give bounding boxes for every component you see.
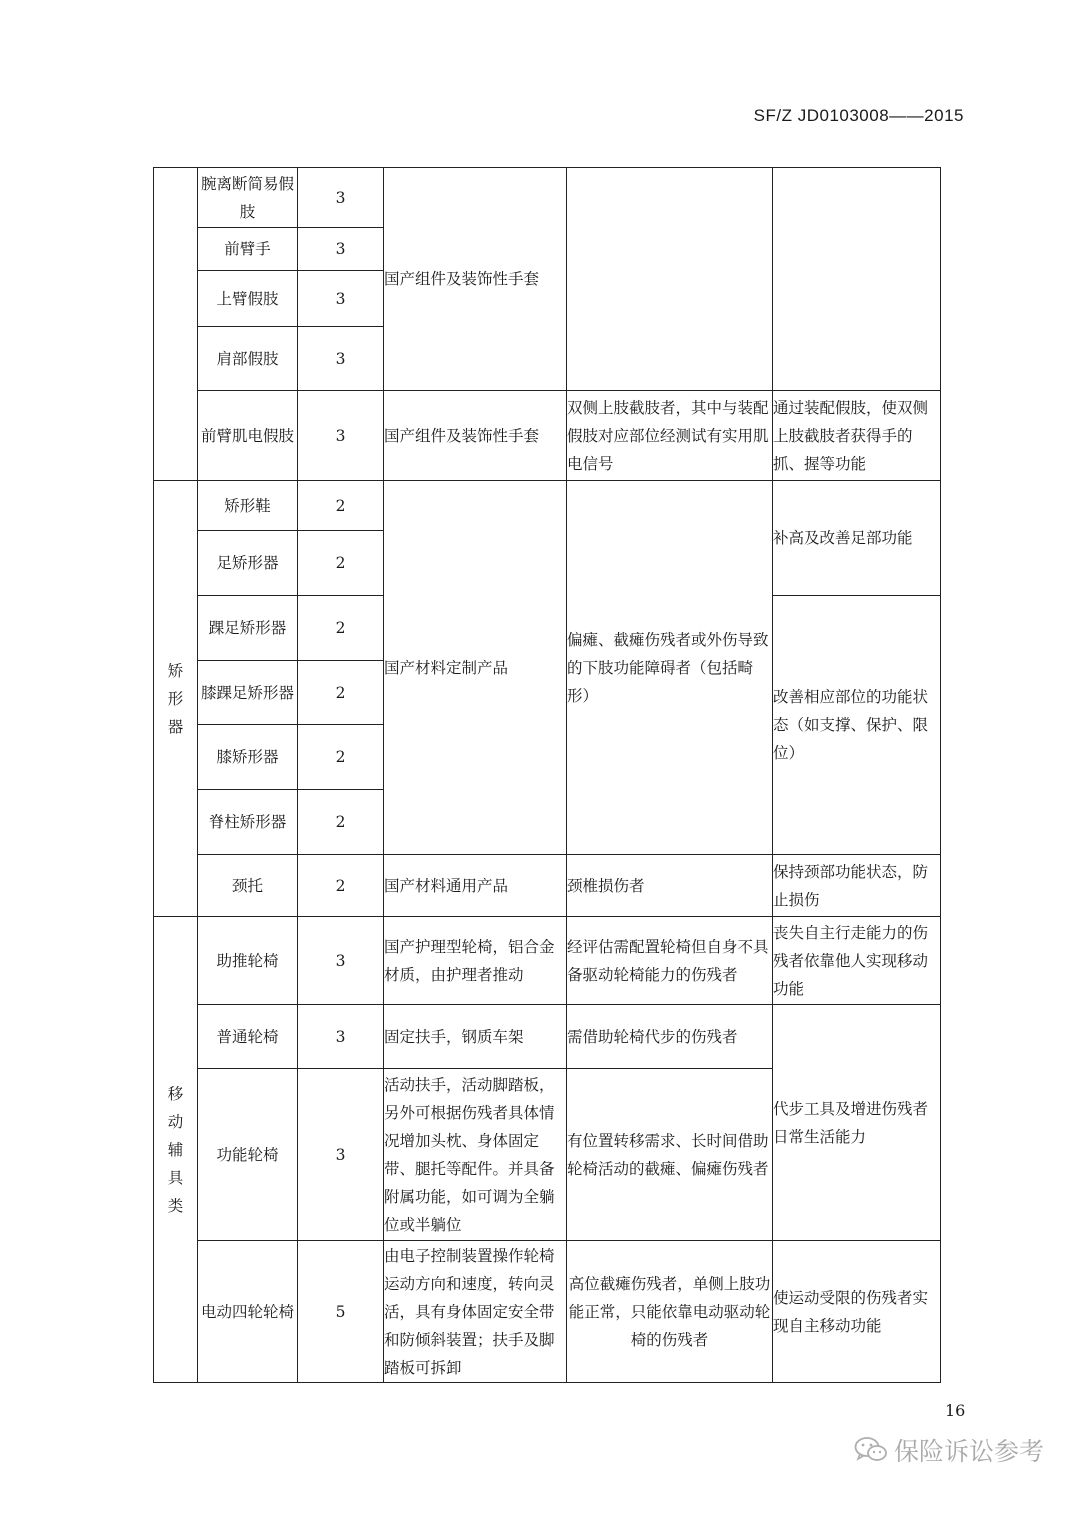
table-row [154, 855, 941, 917]
item-years: 2 [298, 790, 384, 855]
item-name: 膝踝足矫形器 [198, 661, 298, 725]
category-label: 矫形器 [167, 661, 184, 736]
item-name: 腕离断简易假肢 [198, 168, 298, 228]
page-number: 16 [945, 1401, 966, 1420]
item-years: 3 [298, 228, 384, 271]
item-name: 膝矫形器 [198, 725, 298, 790]
item-name: 脊柱矫形器 [198, 790, 298, 855]
item-years: 2 [298, 855, 384, 917]
item-spec: 国产组件及装饰性手套 [384, 168, 567, 391]
item-name: 功能轮椅 [198, 1069, 298, 1241]
item-function: 代步工具及增进伤残者日常生活能力 [773, 1005, 941, 1241]
item-function: 使运动受限的伤残者实现自主移动功能 [773, 1241, 941, 1383]
category-cell-mobility [154, 917, 198, 1383]
item-years: 5 [298, 1241, 384, 1383]
table-row [154, 391, 941, 481]
item-name: 颈托 [198, 855, 298, 917]
item-years: 3 [298, 168, 384, 228]
item-spec: 国产护理型轮椅，铝合金材质，由护理者推动 [384, 917, 567, 1005]
item-years: 3 [298, 1005, 384, 1069]
item-name: 前臂手 [198, 228, 298, 271]
item-name: 前臂肌电假肢 [198, 391, 298, 481]
item-function: 通过装配假肢，使双侧上肢截肢者获得手的抓、握等功能 [773, 391, 941, 481]
category-cell-prosthesis [154, 168, 198, 481]
item-spec: 固定扶手，钢质车架 [384, 1005, 567, 1069]
item-years: 3 [298, 1069, 384, 1241]
item-target: 需借助轮椅代步的伤残者 [567, 1005, 773, 1069]
category-cell-orthosis [154, 481, 198, 917]
table-row [154, 1241, 941, 1383]
item-target: 颈椎损伤者 [567, 855, 773, 917]
category-label: 移动辅具类 [167, 1084, 184, 1215]
table-row [154, 481, 941, 531]
item-function: 保持颈部功能状态，防止损伤 [773, 855, 941, 917]
standard-code: SF/Z JD0103008——2015 [753, 106, 964, 125]
item-target: 有位置转移需求、长时间借助轮椅活动的截瘫、偏瘫伤残者 [567, 1069, 773, 1241]
item-name: 上臂假肢 [198, 271, 298, 327]
item-target: 高位截瘫伤残者，单侧上肢功能正常，只能依靠电动驱动轮椅的伤残者 [567, 1241, 773, 1383]
item-function: 改善相应部位的功能状态（如支撑、保护、限位） [773, 596, 941, 855]
watermark-text: 保险诉讼参考 [893, 1437, 1044, 1466]
item-name: 矫形鞋 [198, 481, 298, 531]
item-spec: 国产组件及装饰性手套 [384, 391, 567, 481]
item-years: 2 [298, 481, 384, 531]
item-years: 3 [298, 271, 384, 327]
item-spec: 活动扶手，活动脚踏板，另外可根据伤残者具体情况增加头枕、身体固定带、腿托等配件。并具备附属功能，如可调为全躺位或半躺位 [384, 1069, 567, 1241]
item-spec: 国产材料通用产品 [384, 855, 567, 917]
item-years: 3 [298, 391, 384, 481]
item-target: 双侧上肢截肢者，其中与装配假肢对应部位经测试有实用肌电信号 [567, 391, 773, 481]
item-spec: 由电子控制装置操作轮椅运动方向和速度，转向灵活，具有身体固定安全带和防倾斜装置；扶手及脚踏板可拆卸 [384, 1241, 567, 1383]
item-function: 补高及改善足部功能 [773, 481, 941, 596]
item-name: 电动四轮轮椅 [198, 1241, 298, 1383]
item-years: 2 [298, 596, 384, 661]
item-target [567, 168, 773, 391]
wechat-icon [854, 1436, 888, 1464]
watermark [854, 1432, 1044, 1468]
item-target: 偏瘫、截瘫伤残者或外伤导致的下肢功能障碍者（包括畸形） [567, 481, 773, 855]
item-name: 普通轮椅 [198, 1005, 298, 1069]
item-name: 踝足矫形器 [198, 596, 298, 661]
item-name: 助推轮椅 [198, 917, 298, 1005]
item-function [773, 168, 941, 391]
item-years: 3 [298, 327, 384, 391]
item-years: 3 [298, 917, 384, 1005]
equipment-table [153, 167, 941, 1383]
item-name: 足矫形器 [198, 531, 298, 596]
table-row [154, 917, 941, 1005]
item-spec: 国产材料定制产品 [384, 481, 567, 855]
item-target: 经评估需配置轮椅但自身不具备驱动轮椅能力的伤残者 [567, 917, 773, 1005]
item-years: 2 [298, 661, 384, 725]
item-years: 2 [298, 531, 384, 596]
item-years: 2 [298, 725, 384, 790]
item-function: 丧失自主行走能力的伤残者依靠他人实现移动功能 [773, 917, 941, 1005]
item-name: 肩部假肢 [198, 327, 298, 391]
table-row [154, 1005, 941, 1069]
table-row [154, 168, 941, 228]
